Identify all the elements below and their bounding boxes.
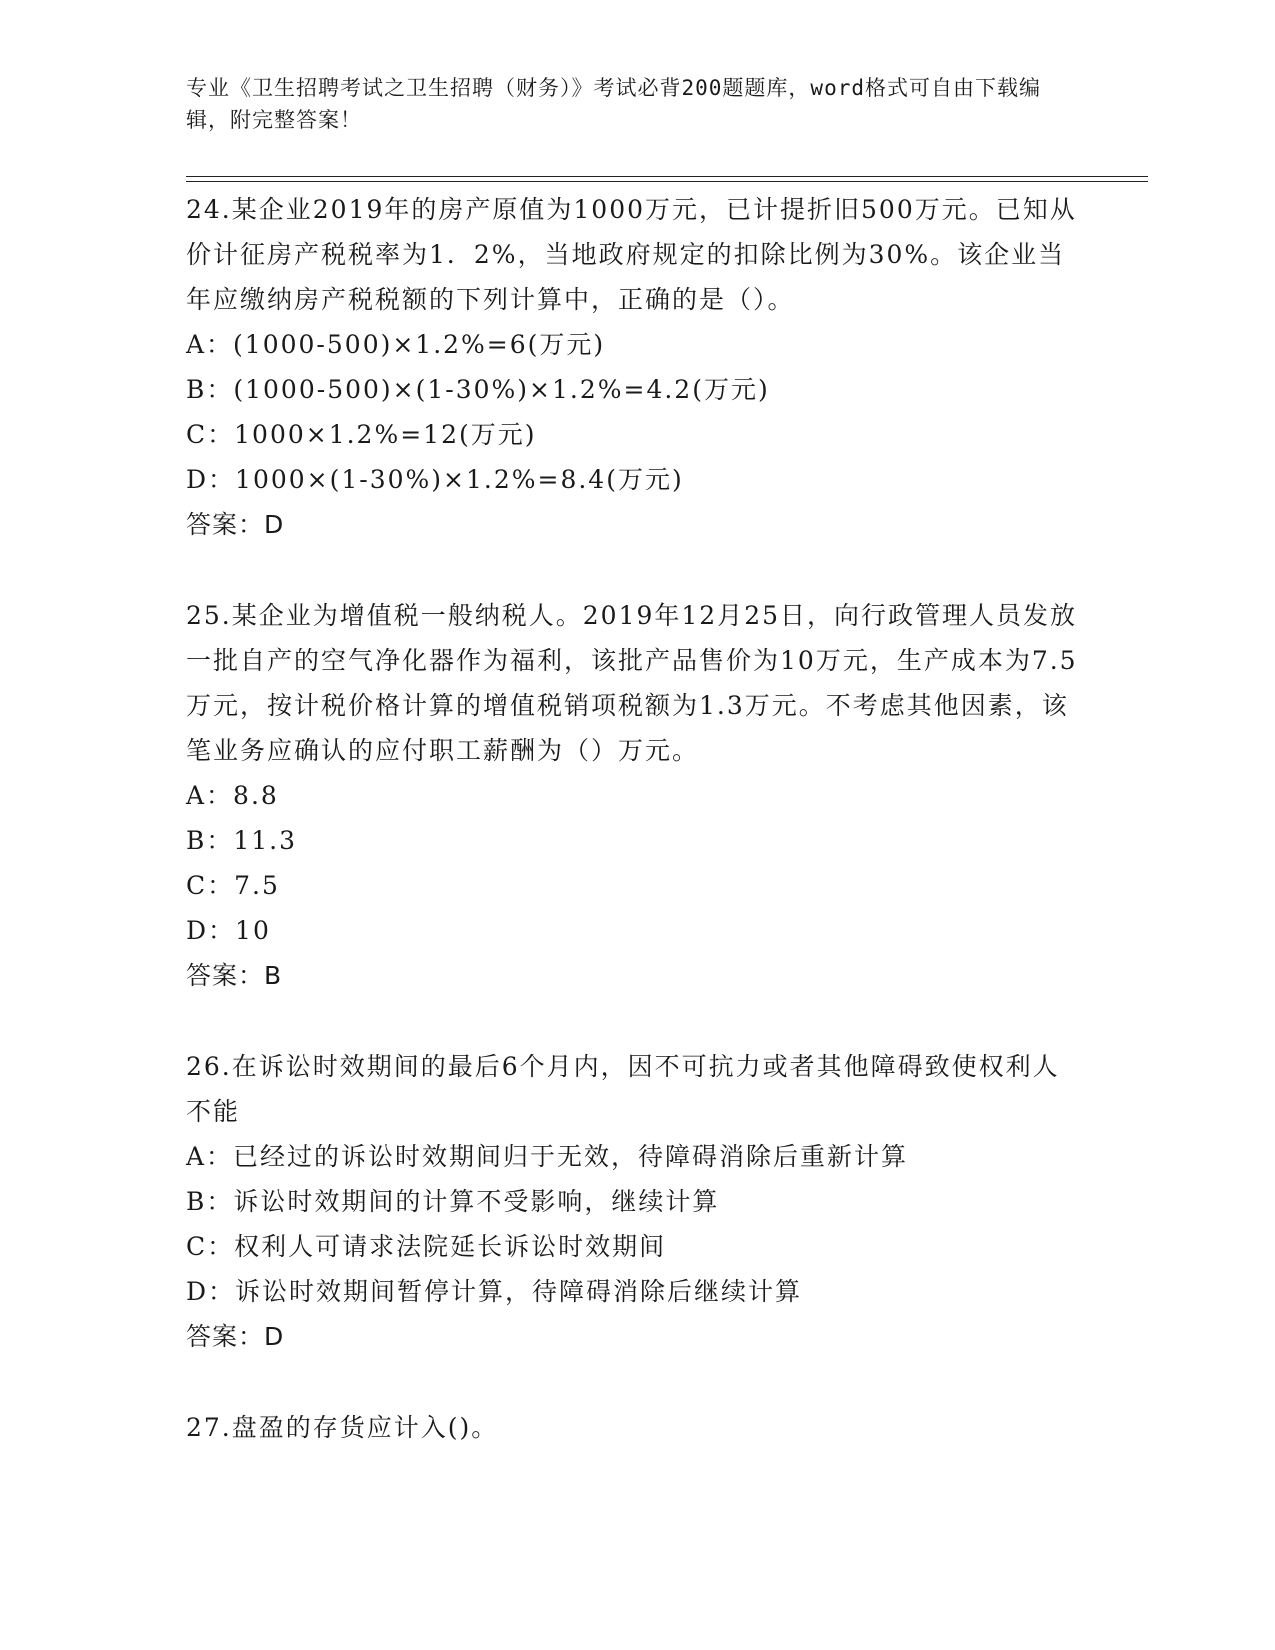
question-text: 27.盘盈的存货应计入()。 (186, 1413, 499, 1442)
document-header: 专业《卫生招聘考试之卫生招聘（财务）》考试必背200题题库，word格式可自由下载编辑，附完整答案！ (186, 76, 1041, 132)
question-27 (186, 1405, 1086, 1450)
option-c: C：权利人可请求法院延长诉讼时效期间 (186, 1232, 667, 1261)
question-list (186, 187, 1086, 1450)
question-text: 25.某企业为增值税一般纳税人。2019年12月25日，向行政管理人员发放一批自产的空气净化器作为福利，该批产品售价为10万元，生产成本为7.5万元，按计税价格计算的增值税销项税额为1.3万元。不考虑其他因素，该笔业务应确认的应付职工薪酬为（）万元。 (186, 601, 1078, 765)
question-spacer (186, 547, 1086, 593)
option-d: D：诉讼时效期间暂停计算，待障碍消除后继续计算 (186, 1277, 803, 1306)
question-spacer (186, 998, 1086, 1044)
option-a: A：已经过的诉讼时效期间归于无效，待障碍消除后重新计算 (186, 1142, 909, 1171)
question-25 (186, 593, 1086, 998)
question-spacer (186, 1359, 1086, 1405)
header-rule-top (186, 176, 1148, 177)
option-a: A：(1000-500)×1.2%=6(万元) (186, 330, 606, 359)
option-c: C：1000×1.2%=12(万元) (186, 420, 537, 449)
answer-label: 答案：D (186, 510, 285, 539)
question-text: 24.某企业2019年的房产原值为1000万元，已计提折旧500万元。已知从价计征房产税税率为1．2%，当地政府规定的扣除比例为30%。该企业当年应缴纳房产税税额的下列计算中，正确的是（）。 (186, 195, 1077, 314)
answer-label: 答案：D (186, 1322, 285, 1351)
question-24 (186, 187, 1086, 547)
option-c: C：7.5 (186, 871, 280, 900)
question-26 (186, 1044, 1086, 1359)
answer-label: 答案：B (186, 961, 283, 990)
option-d: D：1000×(1-30%)×1.2%=8.4(万元) (186, 465, 684, 494)
option-b: B：11.3 (186, 826, 298, 855)
question-text: 26.在诉讼时效期间的最后6个月内，因不可抗力或者其他障碍致使权利人不能 (186, 1052, 1060, 1126)
option-a: A：8.8 (186, 781, 279, 810)
header-rule-bottom (186, 181, 1148, 182)
option-b: B：(1000-500)×(1-30%)×1.2%=4.2(万元) (186, 375, 770, 404)
option-b: B：诉讼时效期间的计算不受影响，继续计算 (186, 1187, 720, 1216)
option-d: D：10 (186, 916, 271, 945)
